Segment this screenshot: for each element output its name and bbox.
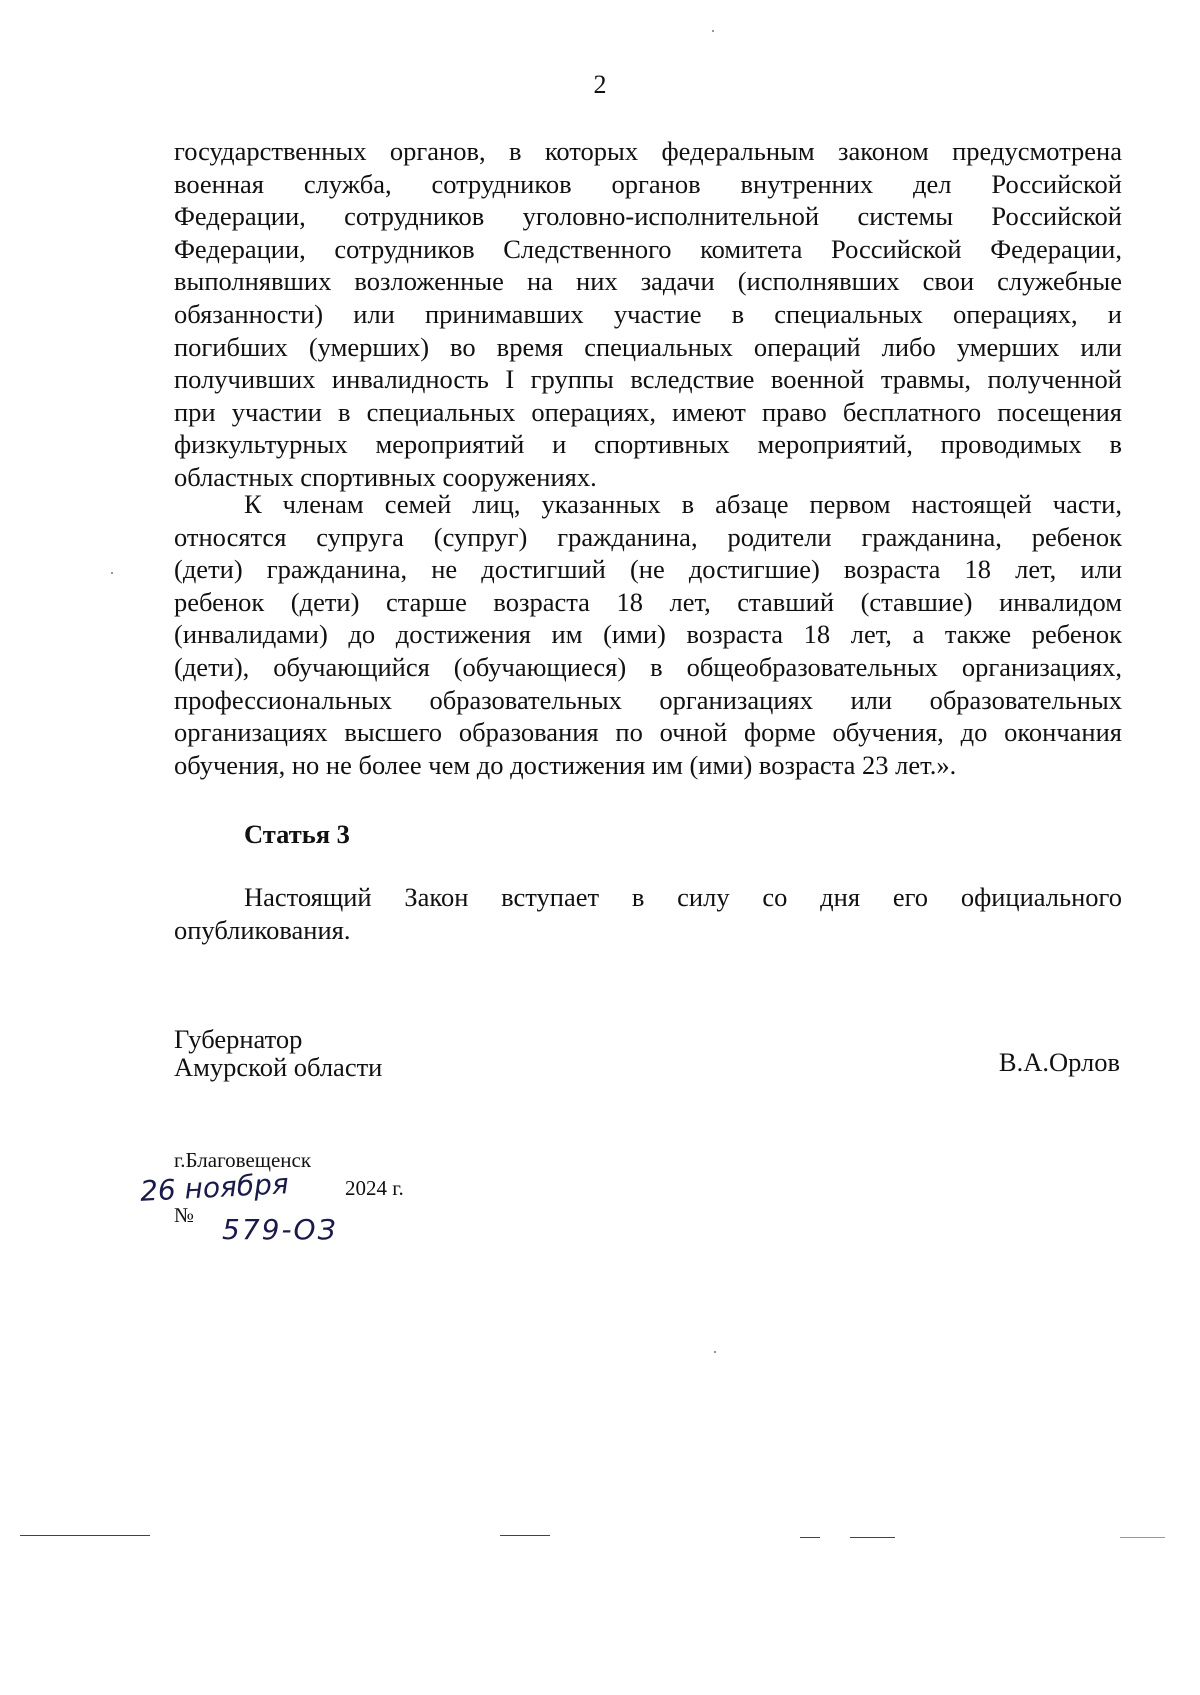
paragraph-1 bbox=[174, 135, 1122, 494]
paragraph-line: обязанности) или принимавших участие в специальных операциях, и bbox=[174, 298, 1122, 329]
paragraph-line: обучения, но не более чем до достижения им (ими) возраста 23 лет.». bbox=[174, 749, 957, 780]
paragraph-line: военная служба, сотрудников органов внутренних дел Российской bbox=[174, 168, 1122, 199]
scan-artifact bbox=[20, 1535, 150, 1536]
scan-artifact bbox=[1120, 1537, 1165, 1538]
scan-artifact bbox=[800, 1537, 820, 1538]
scan-artifact bbox=[712, 30, 714, 32]
number-sign: № bbox=[174, 1203, 195, 1227]
paragraph-line: Настоящий Закон вступает в силу со дня его официального bbox=[244, 882, 1122, 912]
paragraph-line: погибших (умерших) во время специальных операций либо умерших или bbox=[174, 331, 1122, 362]
place-of-signing: г.Благовещенск bbox=[174, 1148, 312, 1172]
paragraph-line: выполнявших возложенные на них задачи (исполнявших свои служебные bbox=[174, 266, 1122, 297]
year: 2024 г. bbox=[345, 1176, 404, 1200]
paragraph-2 bbox=[174, 488, 1122, 781]
handwritten-date: 26 ноября bbox=[139, 1167, 290, 1208]
paragraph-line: опубликования. bbox=[174, 914, 351, 945]
paragraph-line: ребенок (дети) старше возраста 18 лет, ставший (ставшие) инвалидом bbox=[174, 586, 1122, 617]
paragraph-line: (дети) гражданина, не достигший (не достигшие) возраста 18 лет, или bbox=[174, 554, 1122, 585]
paragraph-line: областных спортивных сооружениях. bbox=[174, 461, 597, 492]
signatory-title-line: Амурской области bbox=[174, 1052, 383, 1082]
page-number: 2 bbox=[593, 70, 607, 99]
paragraph-line: физкультурных мероприятий и спортивных мероприятий, проводимых в bbox=[174, 429, 1122, 460]
scan-artifact bbox=[111, 572, 113, 574]
paragraph-line: К членам семей лиц, указанных в абзаце первом настоящей части, bbox=[244, 489, 1122, 519]
paragraph-line: организациях высшего образования по очной форме обучения, до окончания bbox=[174, 717, 1122, 748]
paragraph-line: Федерации, сотрудников Следственного комитета Российской Федерации, bbox=[174, 233, 1122, 264]
scan-artifact bbox=[714, 1351, 716, 1353]
paragraph-line: получивших инвалидность I группы вследствие военной травмы, полученной bbox=[174, 364, 1122, 395]
paragraph-line: (инвалидами) до достижения им (ими) возраста 18 лет, а также ребенок bbox=[174, 619, 1122, 650]
paragraph-line: при участии в специальных операциях, имеют право бесплатного посещения bbox=[174, 396, 1122, 427]
paragraph-line: относятся супруга (супруг) гражданина, родители гражданина, ребенок bbox=[174, 521, 1122, 552]
signatory-title-line: Губернатор bbox=[174, 1024, 303, 1054]
signatory-name: В.А.Орлов bbox=[998, 1047, 1120, 1077]
paragraph-line: профессиональных образовательных организациях или образовательных bbox=[174, 684, 1122, 715]
paragraph-line: (дети), обучающийся (обучающиеся) в общеобразовательных организациях, bbox=[174, 651, 1122, 682]
handwritten-law-number: 579-ОЗ bbox=[222, 1213, 338, 1246]
paragraph-line: государственных органов, в которых федеральным законом предусмотрена bbox=[174, 136, 1122, 166]
paragraph-line: Федерации, сотрудников уголовно-исполнительной системы Российской bbox=[174, 201, 1122, 232]
signatory-title bbox=[174, 1025, 382, 1081]
scan-artifact bbox=[850, 1537, 895, 1538]
scan-artifact bbox=[500, 1535, 550, 1536]
article-heading: Статья 3 bbox=[244, 819, 350, 849]
paragraph-3 bbox=[174, 881, 1122, 946]
